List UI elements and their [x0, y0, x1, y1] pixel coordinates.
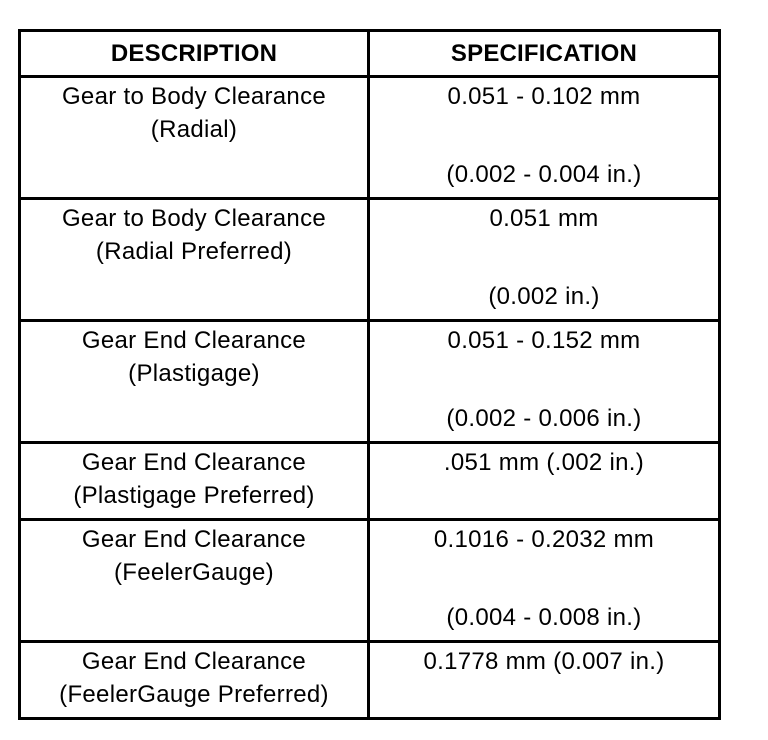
- description-cell: [20, 642, 369, 719]
- description-line: (Plastigage Preferred): [73, 482, 315, 509]
- table-header-row: [20, 31, 720, 77]
- description-cell: [20, 443, 369, 520]
- specification-header: SPECIFICATION: [369, 31, 720, 77]
- specification-cell: [369, 443, 720, 520]
- spec-imperial: (0.004 - 0.008 in.): [446, 604, 642, 631]
- table-row: [20, 520, 720, 642]
- description-line: Gear End Clearance: [81, 449, 307, 476]
- description-cell: [20, 199, 369, 321]
- spec-metric: 0.1016 - 0.2032 mm: [433, 526, 655, 553]
- description-line: (FeelerGauge Preferred): [59, 681, 329, 708]
- description-line: Gear End Clearance: [81, 648, 307, 675]
- spec-metric: 0.051 - 0.152 mm: [447, 327, 641, 354]
- description-line: Gear to Body Clearance: [61, 83, 327, 110]
- description-line: (Plastigage): [128, 360, 260, 387]
- specification-cell: [369, 199, 720, 321]
- specification-cell: [369, 321, 720, 443]
- table-row: [20, 199, 720, 321]
- spec-metric: 0.051 - 0.102 mm: [447, 83, 641, 110]
- spec-combined: 0.1778 mm (0.007 in.): [423, 648, 665, 675]
- spec-metric: 0.051 mm: [489, 205, 599, 232]
- description-cell: [20, 321, 369, 443]
- description-header: DESCRIPTION: [20, 31, 369, 77]
- table-row: [20, 77, 720, 199]
- spec-imperial: (0.002 - 0.006 in.): [446, 405, 642, 432]
- table-row: [20, 321, 720, 443]
- table-row: [20, 642, 720, 719]
- description-line: Gear End Clearance: [81, 526, 307, 553]
- description-line: (Radial): [150, 116, 238, 143]
- description-cell: [20, 77, 369, 199]
- spec-imperial: (0.002 - 0.004 in.): [446, 161, 642, 188]
- description-line: Gear End Clearance: [81, 327, 307, 354]
- description-line: Gear to Body Clearance: [61, 205, 327, 232]
- description-line: (Radial Preferred): [95, 238, 293, 265]
- specification-table: [18, 29, 721, 720]
- description-line: (FeelerGauge): [114, 559, 274, 586]
- specification-cell: [369, 520, 720, 642]
- specification-cell: [369, 642, 720, 719]
- table-row: [20, 443, 720, 520]
- specification-cell: [369, 77, 720, 199]
- description-cell: [20, 520, 369, 642]
- spec-imperial: (0.002 in.): [488, 283, 600, 310]
- spec-combined: .051 mm (.002 in.): [443, 449, 645, 476]
